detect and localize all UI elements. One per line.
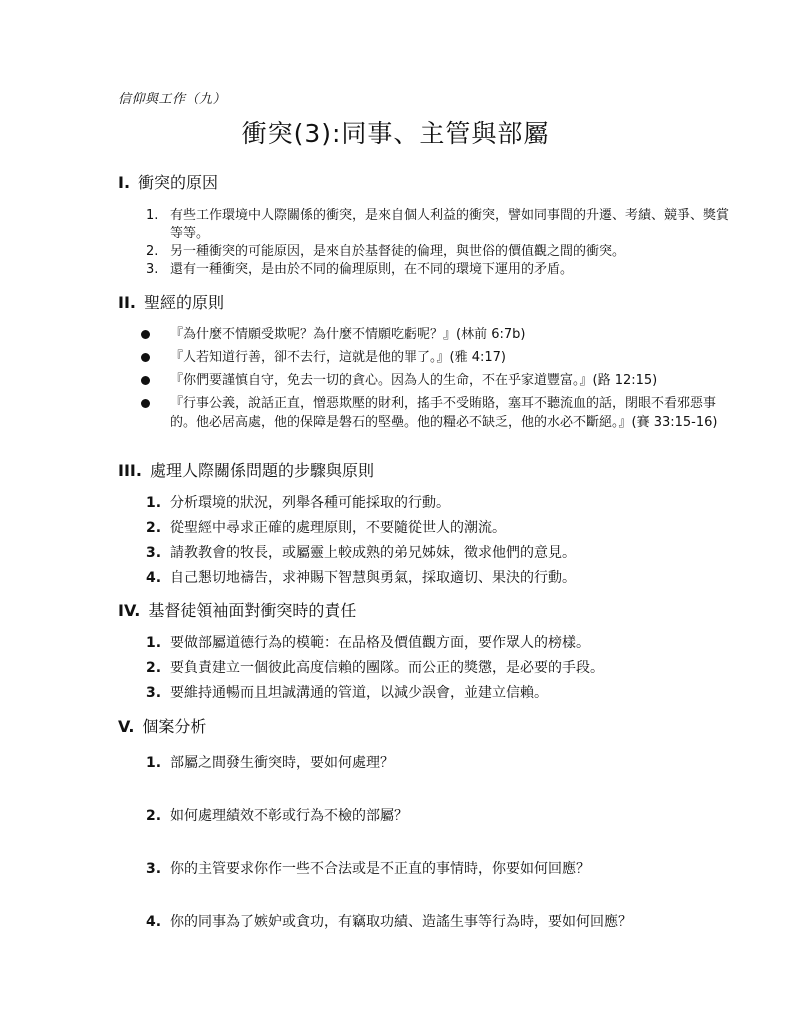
list-item xyxy=(118,806,731,826)
list-item xyxy=(118,859,731,879)
list-item-text: 分析環境的狀況，列舉各種可能採取的行動。 xyxy=(170,495,450,511)
section-number: III. xyxy=(118,461,142,480)
list-item xyxy=(118,348,731,367)
section-heading-text: 聖經的原則 xyxy=(143,293,224,312)
list-marker: 3. xyxy=(146,861,162,877)
section-number: IV. xyxy=(118,601,141,620)
bullet-icon xyxy=(141,376,150,385)
causes-list xyxy=(118,207,731,279)
list-item xyxy=(118,541,731,566)
section-heading-text: 處理人際關係問題的步驟與原則 xyxy=(149,461,374,480)
page-title: 衝突(3):同事、主管與部屬 xyxy=(241,119,550,148)
list-marker: 2. xyxy=(146,660,162,676)
list-marker: 1. xyxy=(146,755,162,771)
list-item xyxy=(118,566,731,591)
list-item xyxy=(118,656,731,681)
list-item xyxy=(118,325,731,344)
list-marker: 3. xyxy=(146,545,162,561)
list-item-text: 自己懇切地禱告，求神賜下智慧與勇氣，採取適切、果決的行動。 xyxy=(170,570,576,586)
section-heading-text: 衝突的原因 xyxy=(138,173,219,192)
bullet-icon xyxy=(141,399,150,408)
list-item-text: 從聖經中尋求正確的處理原則，不要隨從世人的潮流。 xyxy=(170,520,506,536)
list-item-text: 要做部屬道德行為的模範：在品格及價值觀方面，要作眾人的榜樣。 xyxy=(170,635,590,651)
list-item xyxy=(118,753,731,773)
list-item xyxy=(118,243,731,261)
section-causes xyxy=(118,170,731,279)
section-number: I. xyxy=(118,173,131,192)
list-marker: 1. xyxy=(146,495,162,511)
section-steps xyxy=(118,458,731,591)
list-item-text: 『為什麼不情願受欺呢？為什麼不情願吃虧呢？』(林前 6:7b) xyxy=(170,327,526,342)
section-heading xyxy=(118,290,731,313)
list-item xyxy=(118,516,731,541)
section-heading xyxy=(118,458,731,481)
list-marker: 2. xyxy=(146,244,159,259)
list-item-text: 有些工作環境中人際關係的衝突，是來自個人利益的衝突，譬如同事間的升遷、考績、競爭、獎賞等等。 xyxy=(170,208,730,241)
scripture-list xyxy=(118,325,731,432)
section-heading xyxy=(118,170,731,193)
steps-list xyxy=(118,491,731,591)
list-item-text: 『你們要謹慎自守，免去一切的貪心。因為人的生命，不在乎家道豐富。』(路 12:15) xyxy=(170,373,658,388)
section-case-studies xyxy=(118,714,731,965)
list-item-text: 你的主管要求你作一些不合法或是不正直的事情時，你要如何回應？ xyxy=(170,861,590,877)
section-leader-responsibility xyxy=(118,598,731,706)
list-item xyxy=(118,681,731,706)
section-number: V. xyxy=(118,717,135,736)
list-marker: 2. xyxy=(146,808,162,824)
section-heading-text: 基督徒領袖面對衝突時的責任 xyxy=(148,601,357,620)
list-item xyxy=(118,631,731,656)
bullet-icon xyxy=(141,330,150,339)
list-item-text: 如何處理績效不彰或行為不檢的部屬？ xyxy=(170,808,408,824)
list-item-text: 『人若知道行善，卻不去行，這就是他的罪了。』(雅 4:17) xyxy=(170,350,506,365)
series-title: 信仰與工作（九） xyxy=(118,92,227,107)
section-bible-principles xyxy=(118,290,731,436)
bullet-icon xyxy=(141,353,150,362)
list-item-text: 要維持通暢而且坦誠溝通的管道，以減少誤會，並建立信賴。 xyxy=(170,685,548,701)
list-item-text: 請教教會的牧長，或屬靈上較成熟的弟兄姊妹，徵求他們的意見。 xyxy=(170,545,576,561)
list-marker: 3. xyxy=(146,262,159,277)
list-marker: 1. xyxy=(146,208,159,223)
section-heading xyxy=(118,598,731,621)
list-item xyxy=(118,912,731,932)
section-heading-text: 個案分析 xyxy=(142,717,207,736)
list-marker: 1. xyxy=(146,635,162,651)
section-number: II. xyxy=(118,293,136,312)
list-item xyxy=(118,371,731,390)
list-item-text: 另一種衝突的可能原因，是來自於基督徒的倫理，與世俗的價值觀之間的衝突。 xyxy=(170,244,626,259)
list-marker: 4. xyxy=(146,914,162,930)
list-item-text: 你的同事為了嫉妒或貪功，有竊取功績、造謠生事等行為時，要如何回應？ xyxy=(170,914,632,930)
list-marker: 3. xyxy=(146,685,162,701)
case-list xyxy=(118,753,731,932)
list-item xyxy=(118,394,731,432)
list-item-text: 『行事公義，說話正直，憎惡欺壓的財利，搖手不受賄賂，塞耳不聽流血的話，閉眼不看邪惡事的。他必居高處，他的保障是磐石的堅壘。他的糧必不缺乏，他的水必不斷絕。』(賽 33:15-16) xyxy=(170,396,718,430)
list-item xyxy=(118,491,731,516)
list-marker: 2. xyxy=(146,520,162,536)
list-item-text: 還有一種衝突，是由於不同的倫理原則，在不同的環境下運用的矛盾。 xyxy=(170,262,574,277)
responsibility-list xyxy=(118,631,731,706)
list-item-text: 要負責建立一個彼此高度信賴的團隊。而公正的獎懲，是必要的手段。 xyxy=(170,660,604,676)
list-item xyxy=(118,207,731,243)
list-marker: 4. xyxy=(146,570,162,586)
list-item xyxy=(118,261,731,279)
list-item-text: 部屬之間發生衝突時，要如何處理？ xyxy=(170,755,394,771)
section-heading xyxy=(118,714,731,737)
